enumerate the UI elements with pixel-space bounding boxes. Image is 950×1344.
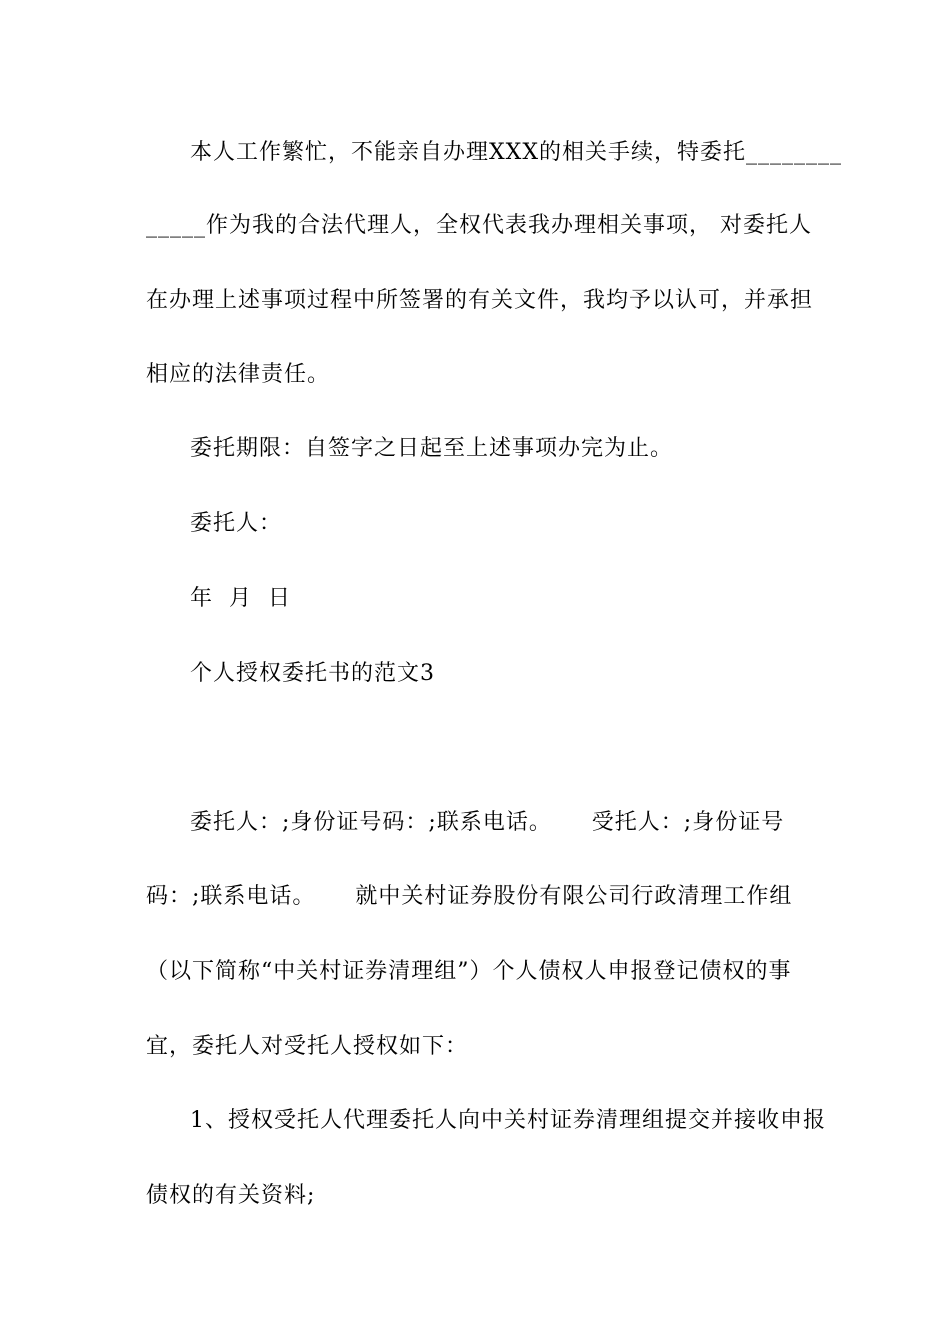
date-line: 年 月 日 — [190, 586, 291, 611]
paragraph-line: （以下简称“中关村证券清理组”）个人债权人申报登记债权的事 — [146, 959, 792, 984]
paragraph-line: 码：;联系电话。 就中关村证券股份有限公司行政清理工作组 — [146, 884, 793, 909]
paragraph-line: 在办理上述事项过程中所签署的有关文件，我均予以认可，并承担 — [146, 288, 814, 313]
paragraph-line: 相应的法律责任。 — [146, 362, 331, 387]
section-title: 个人授权委托书的范文3 — [190, 661, 435, 686]
principal-label: 委托人： — [190, 511, 283, 536]
paragraph-line: 本人工作繁忙，不能亲自办理XXX的相关手续，特委托________ — [190, 140, 842, 165]
paragraph-line: 委托人：;身份证号码：;联系电话。 受托人：;身份证号 — [190, 810, 785, 835]
list-item-line: 债权的有关资料; — [146, 1183, 316, 1208]
paragraph-line: _____作为我的合法代理人，全权代表我办理相关事项， 对委托人 — [146, 213, 812, 238]
list-item-line: 1、授权受托人代理委托人向中关村证券清理组提交并接收申报 — [190, 1108, 826, 1133]
paragraph-line: 宜，委托人对受托人授权如下： — [146, 1034, 469, 1059]
term-line: 委托期限：自签字之日起至上述事项办完为止。 — [190, 436, 674, 461]
